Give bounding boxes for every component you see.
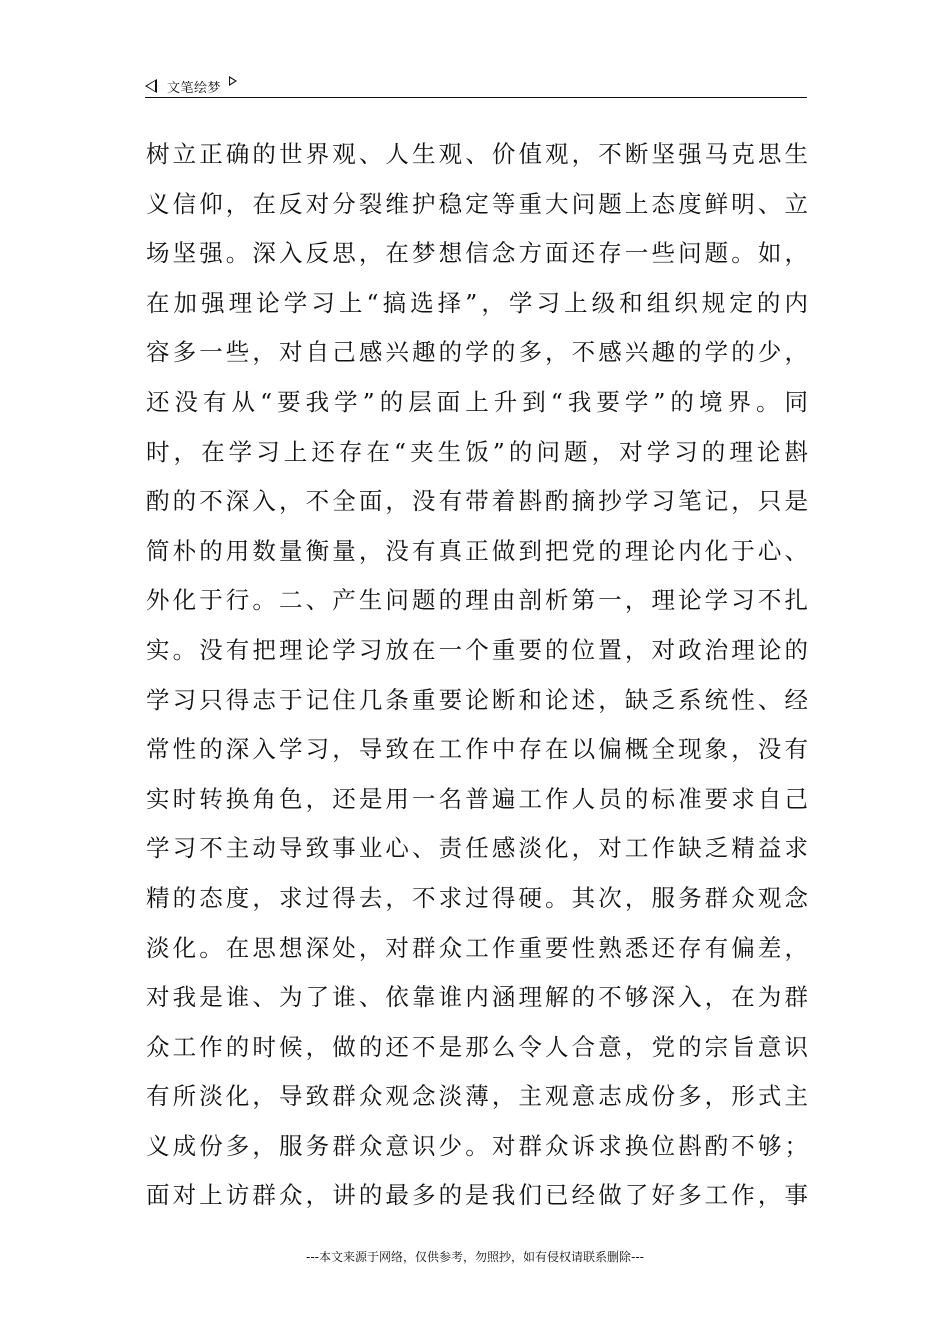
text-line: 义成份多，服务群众意识少。对群众诉求换位斟酌不够； bbox=[146, 1131, 808, 1160]
text-line: 实。没有把理论学习放在一个重要的位置，对政治理论的 bbox=[146, 635, 808, 664]
text-line: 学习不主动导致事业心、责任感淡化，对工作缺乏精益求 bbox=[146, 834, 808, 863]
text-line: 还没有从“要我学”的层面上升到“我要学”的境界。同 bbox=[146, 387, 808, 416]
document-body bbox=[146, 130, 808, 1221]
header-title: 文笔绘梦 bbox=[167, 80, 222, 96]
text-line: 常性的深入学习，导致在工作中存在以偏概全现象，没有 bbox=[146, 735, 808, 764]
text-line: 时，在学习上还存在“夹生饭”的问题，对学习的理论斟 bbox=[146, 437, 808, 466]
triangle-right-icon bbox=[229, 76, 237, 86]
text-line: 众工作的时候，做的还不是那么令人合意，党的宗旨意识 bbox=[146, 1032, 808, 1061]
header-divider bbox=[145, 97, 807, 98]
triangle-left-icon bbox=[145, 79, 157, 93]
text-line: 义信仰，在反对分裂维护稳定等重大问题上态度鲜明、立 bbox=[146, 189, 808, 218]
text-line: 外化于行。二、产生问题的理由剖析第一，理论学习不扎 bbox=[146, 586, 808, 615]
text-line: 精的态度，求过得去，不求过得硬。其次，服务群众观念 bbox=[146, 883, 808, 912]
text-line: 面对上访群众，讲的最多的是我们已经做了好多工作，事 bbox=[146, 1181, 808, 1210]
page-footer-disclaimer: ---本文来源于网络，仅供参考，勿照抄，如有侵权请联系删除--- bbox=[306, 1250, 644, 1264]
text-line: 有所淡化，导致群众观念淡薄，主观意志成份多，形式主 bbox=[146, 1082, 808, 1111]
page-header bbox=[145, 74, 807, 98]
text-line: 在加强理论学习上“搞选择”，学习上级和组织规定的内 bbox=[146, 288, 808, 317]
text-line: 学习只得志于记住几条重要论断和论述，缺乏系统性、经 bbox=[146, 685, 808, 714]
text-line: 对我是谁、为了谁、依靠谁内涵理解的不够深入，在为群 bbox=[146, 983, 808, 1012]
text-line: 淡化。在思想深处，对群众工作重要性熟悉还存有偏差， bbox=[146, 933, 808, 962]
text-line: 酌的不深入，不全面，没有带着斟酌摘抄学习笔记，只是 bbox=[146, 487, 808, 516]
text-line: 树立正确的世界观、人生观、价值观，不断坚强马克思生 bbox=[146, 140, 808, 168]
text-line: 容多一些，对自己感兴趣的学的多，不感兴趣的学的少， bbox=[146, 338, 808, 367]
text-line: 简朴的用数量衡量，没有真正做到把党的理论内化于心、 bbox=[146, 536, 808, 565]
text-line: 实时转换角色，还是用一名普遍工作人员的标准要求自己 bbox=[146, 784, 808, 813]
text-line: 场坚强。深入反思，在梦想信念方面还存一些问题。如， bbox=[146, 239, 808, 268]
